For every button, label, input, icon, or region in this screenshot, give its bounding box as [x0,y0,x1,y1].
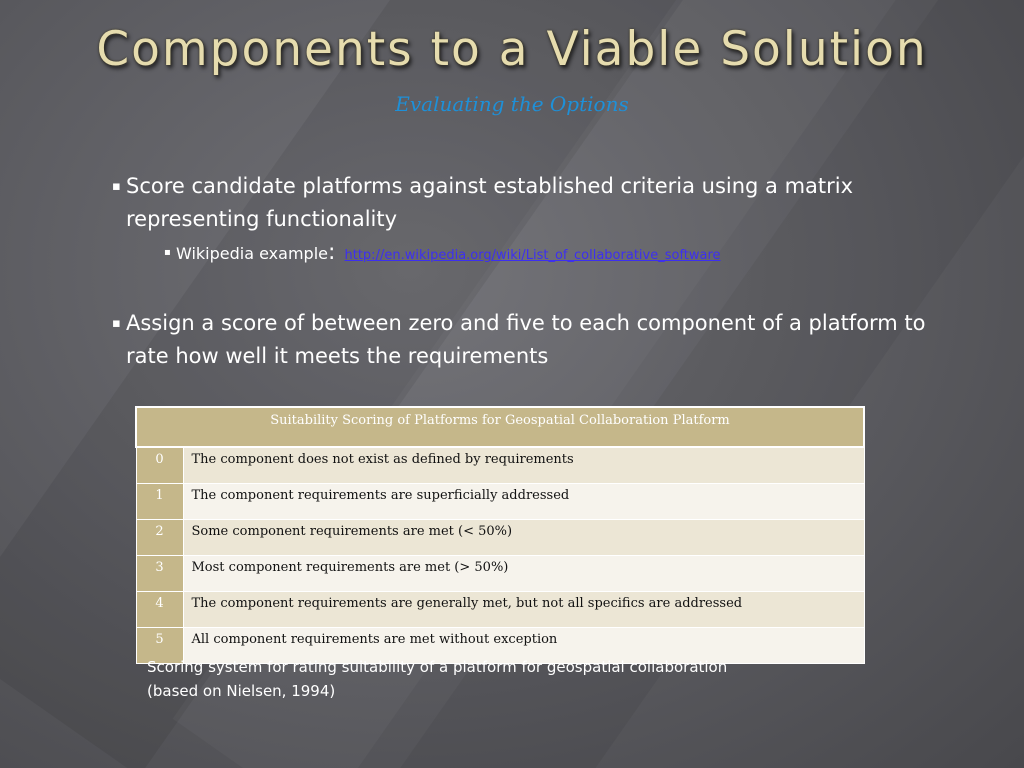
scoring-table [135,406,865,664]
score-cell: 5 [136,628,183,664]
caption-line: (based on Nielsen, 1994) [147,682,336,700]
score-cell: 3 [136,556,183,592]
wikipedia-link[interactable]: http://en.wikipedia.org/wiki/List_of_collaborative_software [344,248,721,263]
description-cell: The component does not exist as defined by requirements [183,447,864,484]
description-cell: Most component requirements are met (> 50%) [183,556,864,592]
score-cell: 1 [136,484,183,520]
slide-subtitle: Evaluating the Options [395,92,629,116]
score-cell: 2 [136,520,183,556]
table-row [136,520,864,556]
score-cell: 4 [136,592,183,628]
table-row [136,484,864,520]
bullet-square-icon: ▪ [112,316,121,331]
sub-bullet-label: Wikipedia example [176,244,328,263]
table-row [136,556,864,592]
score-cell: 0 [136,447,183,484]
bullet-text: Score candidate platforms against established criteria using a matrix representing functionality [126,174,854,231]
bullet-item [112,170,932,236]
description-cell: The component requirements are superficially addressed [183,484,864,520]
table-caption [147,655,847,703]
bullet-list [112,170,932,373]
table-row [136,592,864,628]
table-row [136,447,864,484]
description-cell: All component requirements are met without exception [183,628,864,664]
sub-bullet-item [164,240,932,269]
description-cell: The component requirements are generally met, but not all specifics are addressed [183,592,864,628]
bullet-item [112,307,932,373]
caption-line: Scoring system for rating suitability of a platform for geospatial collaboration [147,658,728,676]
bullet-square-icon: ▪ [164,247,171,258]
bullet-square-icon: ▪ [112,179,121,194]
sub-bullet-colon: : [327,240,336,265]
bullet-text: Assign a score of between zero and five to each component of a platform to rate how well it meets the requirements [126,311,926,368]
table-header: Suitability Scoring of Platforms for Geospatial Collaboration Platform [136,407,864,447]
description-cell: Some component requirements are met (< 50%) [183,520,864,556]
slide-title: Components to a Viable Solution [96,22,928,77]
